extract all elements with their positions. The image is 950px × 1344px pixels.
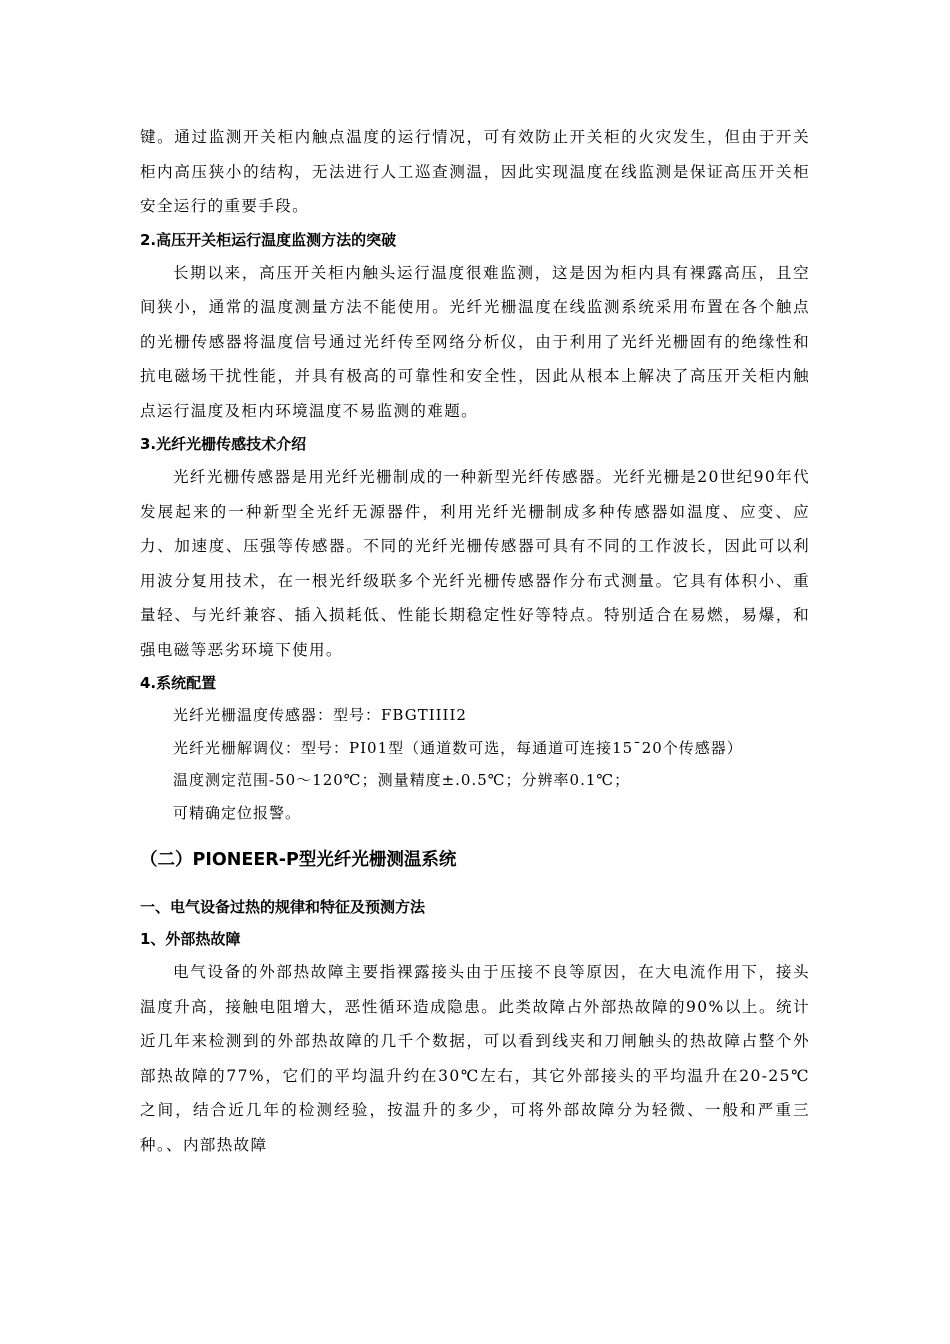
external-fault-paragraph: 电气设备的外部热故障主要指裸露接头由于压接不良等原因，在大电流作用下，接头温度升高，接触电阻增大，恶性循环造成隐患。此类故障占外部热故障的90%以上。统计近几年来检测到的外部热故障的几千个数据，可以看到线夹和刀闸触头的热故障占整个外部热故障的77%，它们的平均温升约在30℃左右，其它外部接头的平均温升在20-25℃之间，结合近几年的检测经验，按温升的多少，可将外部故障分为轻微、一般和严重三种。、内部热故障 — [140, 963, 810, 1154]
section-4-heading: 4.系统配置 — [140, 674, 217, 692]
config-item-alarm: 可精确定位报警。 — [173, 803, 302, 822]
config-item-demodulator: 光纤光栅解调仪：型号：PI01型（通道数可选，每通道可连接15¯20个传感器） — [173, 738, 743, 757]
page-content — [140, 120, 810, 1162]
section-2-paragraph: 长期以来，高压开关柜内触头运行温度很难监测，这是因为柜内具有裸露高压，且空间狭小，通常的温度测量方法不能使用。光纤光栅温度在线监测系统采用布置在各个触点的光栅传感器将温度信号通过光纤传至网络分析仪，由于利用了光纤光栅固有的绝缘性和抗电磁场干扰性能，并具有极高的可靠性和安全性，因此从根本上解决了高压开关柜内触点运行温度及柜内环境温度不易监测的难题。 — [140, 263, 810, 420]
section-3-heading: 3.光纤光栅传感技术介绍 — [140, 435, 307, 453]
subheading-external-fault: 1、外部热故障 — [140, 930, 241, 948]
config-item-range: 温度测定范围-50～120℃；测量精度±.0.5℃；分辨率0.1℃； — [173, 771, 631, 789]
continuation-paragraph: 键。通过监测开关柜内触点温度的运行情况，可有效防止开关柜的火灾发生，但由于开关柜内高压狭小的结构，无法进行人工巡查测温，因此实现温度在线监测是保证高压开关柜安全运行的重要手段。 — [140, 128, 810, 215]
section-3-paragraph: 光纤光栅传感器是用光纤光栅制成的一种新型光纤传感器。光纤光栅是20世纪90年代发展起来的一种新型全光纤无源器件，利用光纤光栅制成多种传感器如温度、应变、应力、加速度、压强等传感器。不同的光纤光栅传感器可具有不同的工作波长，因此可以利用波分复用技术，在一根光纤级联多个光纤光栅传感器作分布式测量。它具有体积小、重量轻、与光纤兼容、插入损耗低、性能长期稳定性好等特点。特别适合在易燃，易爆，和强电磁等恶劣环境下使用。 — [140, 468, 810, 659]
subheading-overheat: 一、电气设备过热的规律和特征及预测方法 — [140, 898, 426, 916]
part-2-heading: （二）PIONEER-P型光纤光栅测温系统 — [140, 850, 457, 870]
config-item-sensor: 光纤光栅温度传感器：型号：FBGTIIII2 — [173, 706, 467, 724]
section-2-heading: 2.高压开关柜运行温度监测方法的突破 — [140, 230, 397, 249]
